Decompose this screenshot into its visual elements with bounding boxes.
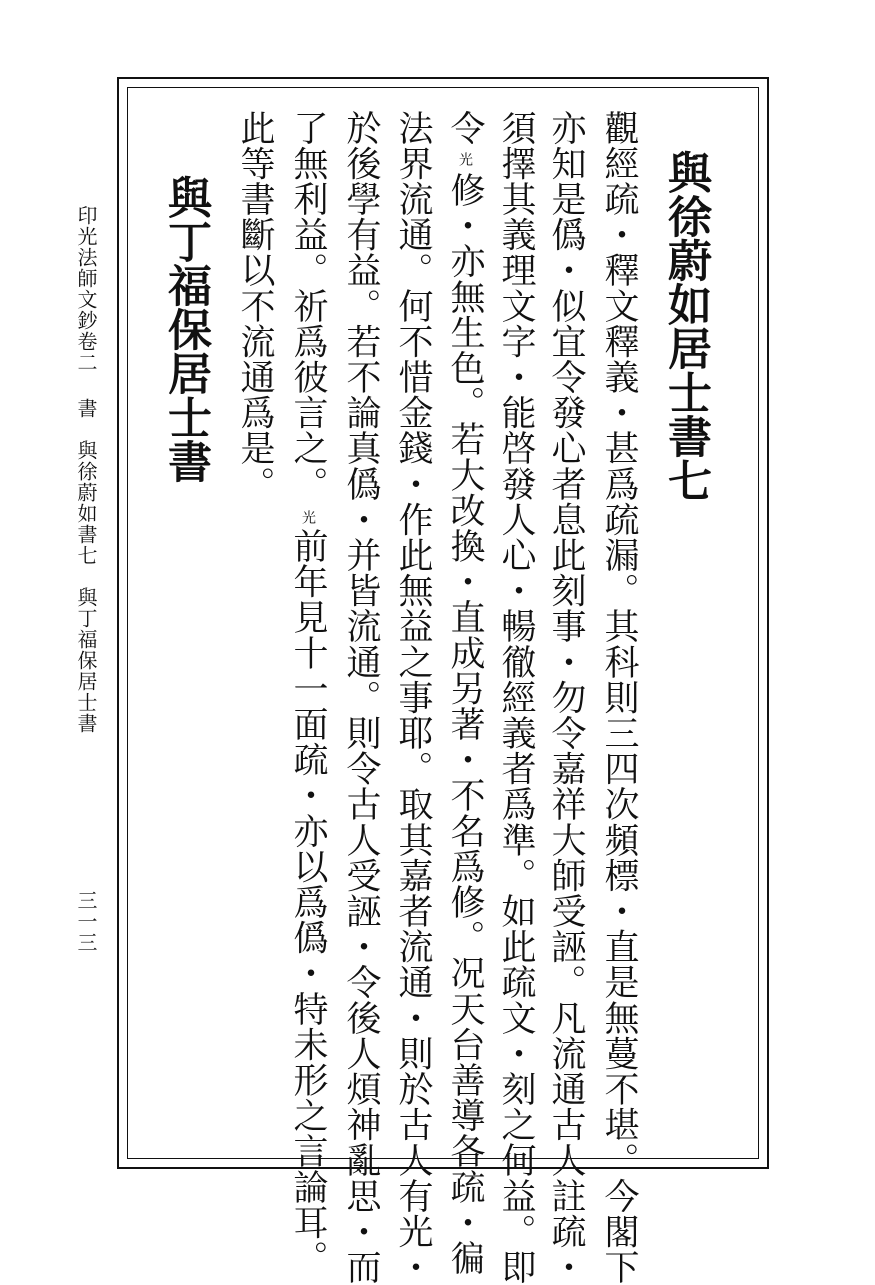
body-column-1: 觀經疏・釋文釋義・甚爲疏漏。其科則三四次頻標・直是無蔓不堪。今閣下 [599, 110, 639, 1285]
body-column-3: 須擇其義理文字・能啓發人心・暢徹經義者爲準。如此疏文・刻之何益。即 [496, 110, 536, 1285]
running-head: 印光法師文鈔卷二 書 與徐蔚如書七 與丁福保居士書 [74, 205, 98, 734]
body-column-5: 法界流通。何不惜金錢・作此無益之事耶。取其嘉者流通・則於古人有光・ [393, 110, 433, 1285]
body-column-4 [445, 110, 485, 1276]
body-column-8: 此等書斷以不流通爲是。 [235, 110, 275, 502]
body-column-7 [288, 110, 328, 1276]
letter-title: 與徐蔚如居士書七 [660, 150, 711, 502]
body-column-2: 亦知是僞・似宜令發心者息此刻事・勿令嘉祥大師受誣。凡流通古人註疏・ [546, 110, 586, 1285]
honorific-mark: 光 [457, 151, 473, 167]
body-column-7-part2: 前年見十一面疏・亦以爲僞・特未形之言論耳。 [288, 528, 328, 1276]
body-column-4-lead: 令 [445, 110, 485, 146]
letter-title-2: 與丁福保居士書 [160, 175, 211, 483]
body-column-6: 於後學有益。若不論真僞・并皆流通。則令古人受誣・令後人煩神亂思・而 [341, 110, 381, 1285]
body-column-4-rest: 修・亦無生色。若大改換・直成另著・不名爲修。况天台善導各疏・徧 [445, 172, 485, 1276]
honorific-mark-2: 光 [300, 509, 316, 525]
body-column-7-part1: 了無利益。祈爲彼言之。 [288, 110, 328, 502]
page-number: 三一三 [74, 890, 98, 953]
